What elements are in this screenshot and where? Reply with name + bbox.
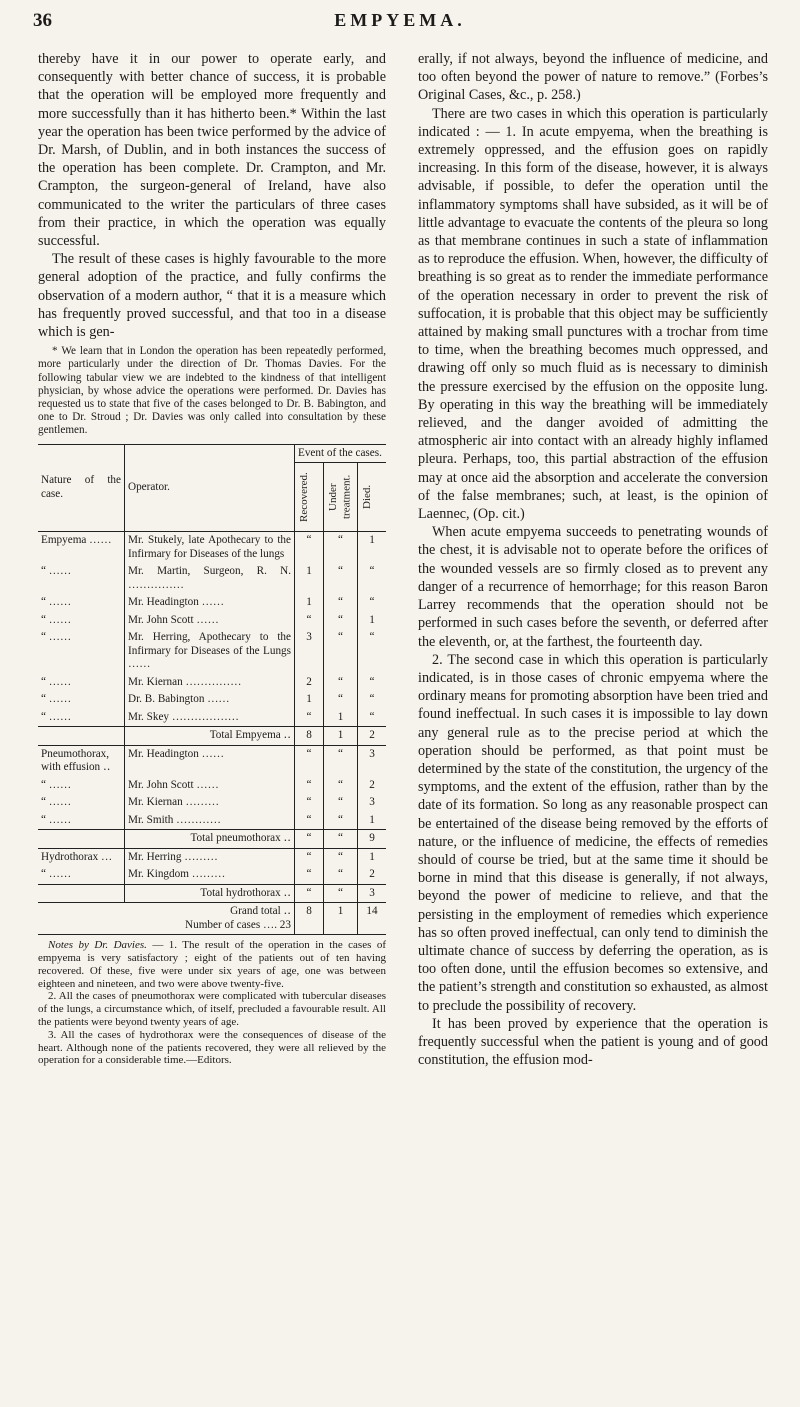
table-row: “ …… Dr. B. Babington …… 1 “ “ xyxy=(38,691,386,709)
header-operator: Operator. xyxy=(125,444,295,532)
table-row: “ …… Mr. Herring, Apothecary to the Infirmary for Diseases of the Lungs …… 3 “ “ xyxy=(38,629,386,674)
right-paragraph-4: 2. The second case in which this operation is particularly indicated, is in those cases of chronic empyema where the ordinary means for promoting absorption have been tried and found ineffectual. In such cases it is impossible to lay down any general rule as to the precise period at which the operation should be performed, as that point must be determined by the state of the constitution, the urgency of the symptoms, and the extent of the effusion, rather than by the date of its formation. So long as any reasonable prospect can be entertained of the disease being removed by the efforts of nature, or the influence of medicine, the effects of remedies should of course be tried, but at the same time it should be borne in mind that this disease is generally, if not always, beyond the power of medicine to relieve, and that the persisting in the employment of remedies which experience has so often proved ineffectual, can only tend to diminish the ultimate chance of success by deferring the operation, as is too often done, until the effusion becomes so extensive, and the patient’s strength and constitution so exhausted, as almost to preclude the possibility of recovery. xyxy=(418,651,768,1014)
right-paragraph-3: When acute empyema succeeds to penetrating wounds of the chest, it is advisable not to operate before the orifices of the wounded vessels are so firmly closed as to prevent any danger of a recurrence of hemorrhage; for this reason Baron Larrey recommends that the operation should not be performed in such cases before the seventh, or deferred after the eleventh, or, at the farthest, the fourteenth day. xyxy=(418,524,768,650)
grand-total-row: Grand total ‥ Number of cases …. 23 8 1 14 xyxy=(38,903,386,935)
case-label: Hydrothorax … xyxy=(41,850,113,863)
number-of-cases: Number of cases …. 23 xyxy=(185,918,291,931)
left-column xyxy=(38,50,386,1067)
page-number: 36 xyxy=(33,10,52,31)
table-row: “ …… Mr. Smith ………… “ “ 1 xyxy=(38,812,386,830)
left-paragraph-1: thereby have it in our power to operate early, and consequently with better chance of success, it is probable that the operation will be employed more frequently and more successfully than it has hitherto been.* Within the last year the operation has been twice performed by the advice of Dr. Marsh, of Dublin, and in both instances the success of the operation has been complete. Dr. Crampton, and Mr. Crampton, the surgeon-general of Ireland, have also communicated to the writer the particulars of three cases from their practice, in which the operation was equally successful. xyxy=(38,51,386,250)
table-row: “ …… Mr. Kiernan ……… “ “ 3 xyxy=(38,794,386,812)
right-paragraph-2: There are two cases in which this operation is particularly indicated : — 1. In acute empyema, when the breathing is extremely oppressed, and the effusion goes on rapidly increasing. In this form of the disease, however, it is always advisable, if possible, to defer the operation until the inflammatory symptoms shall have subsided, as it will be of little advantage to evacuate the contents of the pleura so long as that membrane continues in such a state of inflammation as to reproduce the effusion. When, however, the difficulty of breathing is so great as to render the immediate performance of the operation necessary in order to prevent the risk of suffocation, it is probable that this object may be sufficiently attained by making small punctures with a trochar from time to time, when the breathing becomes much oppressed, and drawing off only so much fluid as is necessary to diminish the pressure exercised by the effusion on the opposite lung. By operating in this way the breathing will be immediately relieved, and the danger avoided of admitting the atmospheric air into contact with an already highly inflamed pleura. Perhaps, too, this partial abstraction of the effusion may at once aid the absorption and accelerate the conversion of the false membranes; such, at least, is the opinion of Laennec, (Op. cit.) xyxy=(418,105,768,523)
header-died: Died. xyxy=(361,485,373,510)
total-pneumothorax-row: Total pneumothorax ‥ “ “ 9 xyxy=(38,830,386,849)
grand-total-label: Grand total ‥ xyxy=(230,905,291,918)
table-row: Pneumothorax, with effusion ‥ Mr. Headington …… “ “ 3 xyxy=(38,745,386,777)
table-row: “ …… Mr. Headington …… 1 “ “ xyxy=(38,594,386,612)
table-row: Empyema …… Mr. Stukely, late Apothecary to the Infirmary for Diseases of the lungs “ “ 1 xyxy=(38,532,386,564)
note-3: 3. All the cases of hydrothorax were the consequences of disease of the heart. Although none of the patients recovered, they were all relieved by the operation for a considerable time.—Editors. xyxy=(38,1028,386,1067)
table-row: “ …… Mr. Kiernan …………… 2 “ “ xyxy=(38,674,386,692)
table-row: “ …… Mr. Kingdom ……… “ “ 2 xyxy=(38,866,386,884)
header-nature: Nature of the case. xyxy=(38,444,125,532)
total-hydrothorax-row: Total hydrothorax ‥ “ “ 3 xyxy=(38,884,386,903)
cases-table xyxy=(38,444,386,936)
right-paragraph-5: It has been proved by experience that the operation is frequently successful when the patient is young and of good constitution, the effusion mod- xyxy=(418,1015,768,1069)
running-title: EMPYEMA. xyxy=(334,10,466,30)
table-row: “ …… Mr. Martin, Surgeon, R. N. …………… 1 “ “ xyxy=(38,563,386,594)
table-row: Hydrothorax … Mr. Herring ……… “ “ 1 xyxy=(38,848,386,866)
empyema-group xyxy=(38,532,386,746)
table-row: “ …… Mr. John Scott …… “ “ 1 xyxy=(38,612,386,630)
table-row: “ …… Mr. Skey ……………… “ 1 “ xyxy=(38,709,386,727)
pneumothorax-group xyxy=(38,745,386,848)
table-row: “ …… Mr. John Scott …… “ “ 2 xyxy=(38,777,386,795)
table-notes xyxy=(38,939,386,1067)
header-event: Event of the cases. xyxy=(295,444,387,463)
left-paragraph-2: The result of these cases is highly favourable to the more general adoption of the practice, and fully confirms the observation of a modern author, “ that it is a measure which has frequently proved successful, and that too in a disease which is gen- xyxy=(38,251,386,341)
case-label: Pneumothorax, with effusion ‥ xyxy=(41,747,111,774)
case-label: Empyema …… xyxy=(41,534,112,547)
page-header xyxy=(0,10,800,34)
total-empyema-row: Total Empyema ‥ 8 1 2 xyxy=(38,727,386,746)
footnote: * We learn that in London the operation has been repeatedly performed, more particularly under the direction of Dr. Thomas Davies. For the following tabular view we are indebted to the kindness of that intelligent physician, by whose advice the operations were performed. Dr. Davies has requested us to state that five of the cases belonged to Dr. B. Babington, and one to Dr. Stroud ; Dr. Davies was only called into consultation by these gentlemen. xyxy=(38,345,386,437)
right-column xyxy=(418,50,768,1069)
hydrothorax-group xyxy=(38,848,386,935)
note-2: 2. All the cases of pneumothorax were complicated with tubercular diseases of the lungs, a circumstance which, of itself, precluded a favourable result. All the patients were beyond twenty years of age. xyxy=(38,990,386,1028)
right-paragraph-1: erally, if not always, beyond the influence of medicine, and too often beyond the power of nature to remove.” (Forbes’s Original Cases, &c., p. 258.) xyxy=(418,51,768,104)
notes-heading: Notes by Dr. Davies. xyxy=(48,939,147,952)
header-recovered: Recovered. xyxy=(298,472,310,523)
note-1: — 1. The result of the operation in the cases of empyema is very satisfactory ; eight of the patients out of ten having recovered. Of these, five were under six years of age, one was between eighteen and nineteen, and two were above twenty-five. xyxy=(38,939,386,990)
header-under-treatment: Under treatment. xyxy=(327,475,353,520)
